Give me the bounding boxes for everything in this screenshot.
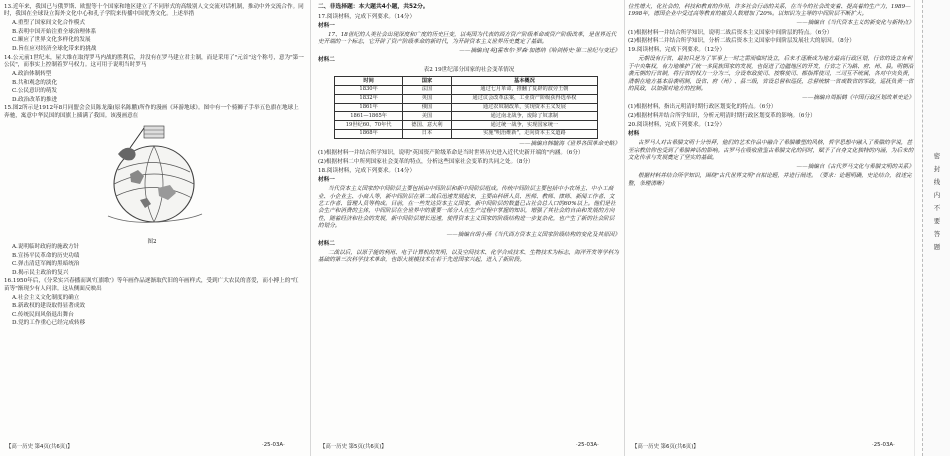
q19-stem: 19.阅读材料，完成下列要求。（12分） [628,47,726,54]
q17-material1-source: ——摘编自[英]霍布尔·罗森·加德纳《哈剑桥史·第二世纪与变迁》 [459,48,620,55]
footer-page-label: 【高一历史 第5页(共6页)】 [320,444,387,450]
q18-material1-text: 当代资本主义国家的中间阶层主要包括由中间阶层和新中间阶层组成。传统中间阶层主要包括中小农场主、中小工商业、小企业主、小商人等，新中间阶层在第二战后迅速发展起来，主要由科研人员、医师、教师、律师、新闻工作者、文艺工作者、管理人员等构成。目前，在一些发达资本主义国家，新中间阶层的数量已占社会总人口的60%以上。他们是社会生产和消费的主体，中间阶层在全世界中的重要一部分人在生产过程中掌握的知识，增强了其社会的自由和发展的方向性，随着经济和社会的发展，新中间阶层增长迅速，使得资本主义国家的阶级结构进一步复杂化，也产生了新的社会阶层的划分。 [318,186,616,230]
table-header: 时间 [335,77,403,86]
section-title: 二、非选择题：本大题共4小题，共52分。 [318,4,429,10]
table-row: 1861年 俄国 通过农奴制改革，实现资本主义发展 [335,103,598,112]
q13-option-d: D.旨在应对经济全球化带来的挑战 [12,46,97,53]
q18-material2-label: 材料二 [318,241,335,248]
q17-material1-label: 材料一 [318,23,335,30]
q14-option-d: D.政治改革的推进 [12,96,58,103]
q18-sub2: (2)根据材料二并结合所学知识，分析二战后资本主义国家中间阶层发展壮大的原因。（8分） [628,38,855,45]
reform-table [334,76,598,138]
column-divider [310,0,311,456]
q18-material1-source: ——摘编自胡小燕《当代西方资本主义国家阶级结构的变化及其原因》 [446,231,620,238]
q19-sub1: (1)根据材料，指出元明清时期行政区划变化的特点。（6分） [628,104,777,111]
column-divider [624,0,625,456]
q14-stem: 14.公元前1世纪末，屋大维在取得罗马内战的胜利后，并没有在罗马建立君主制，而是采用了"元首"这个称号，意为"第一公民"，而事实上控制着罗马权力。这可用于说明当时罗马 [4,54,304,68]
q20-material-text: 古罗马人对古希腊文明十分崇拜，他们的艺术作品中融合了希腊雕塑的风格，哲学思想中融入了希腊的学说，甚至宗教信仰也受到了希腊神话的影响。古罗马在吸收借鉴古希腊文化的同时，赋予了自身文化独特的内涵，为后来的文化传承与发展奠定了坚实的基础。 [628,140,914,161]
q19-material-source: ——摘编自周振鹤《中国行政区划改革史论》 [802,94,914,101]
q20-material-source: ——摘编自《古代罗马文化与希腊文明的关系》 [796,163,914,170]
table-caption: 表2 19世纪部分国家的社会变革情况 [423,66,515,73]
q17-stem: 17.阅读材料，完成下列要求。（14分） [318,13,416,20]
q14-option-b: B.共和观念的淡化 [12,79,58,86]
q17-sub2: (2)根据材料二中所列国家社会变革的特点，分析这些国家社会变革的共同之处。（8分） [318,158,534,165]
binding-margin-text: 密 封 线 内 不 要 答 题 [933,152,941,251]
page-4-column [4,4,304,329]
q20-task: 根据材料并结合所学知识，围绕"古代世界文明"自拟论题，并进行阐述。（要求：论题明确，史论结合，叙述完整，条理清晰） [628,173,912,187]
q19-sub2: (2)根据材料并结合所学知识，分析元明清时期行政区划变革的影响。（6分） [628,113,816,120]
binding-guide-line [914,0,915,456]
q19-material-text: 元朝设有行省，最初只是为了军事上一时之需而临时设立，后来才逐渐成为地方最高行政区划，行省的设立有利于中央集权，有力地维护了统一多民族国家的发展，也促进了边疆地区的开发，行省之下为路、府、州、县。明朝沿袭元朝的行省制，将行省的权力一分为三，分设布政使司、按察使司、都指挥使司，三司互不统属，各对中央负责，清朝在地方基本沿袭明制，设省、府（州）、县三级，省设总督和巡抚，总督统辖一省或数省的军政，巡抚负责一省的民政，以加强对地方的控制。 [628,56,914,92]
table-row: 1832年 英国 通过议会改革法案，工业资产阶级获得选举权 [335,94,598,103]
q16-stem: 16.1950年后，《分采实兴春播而讽'红旗歌'》等年画作品逐渐取代旧的年画样式，受到广大农民的喜爱，而小搏上的"红苗等"渐现少有人问津。这从侧面反映出 [4,278,299,292]
binding-margin [922,0,950,456]
q13-option-c: C.顺应了世界文化多样化的发展 [12,37,91,44]
footer-page-label: 【高一历史 第4页(共6页)】 [6,444,73,450]
q17-material1-text: 17、18世纪的人类社会出现深度和广度的历史巨变，以英国为代表的西方资产阶级革命或资产阶级改革，是世界近代史开端的一个标志，它开辟了资产阶级革命的新时代，为开辟资本主义世界历史奠定了基础。 [318,31,617,46]
q18-material2-continued: 位性增大，化社会的，科技和教育的作用，许多社会行动的关系，在当今的社会改变着、提高着的生产力，1989—1998年，德国企业中受过高等教育的雇员人数增加了20%。以知识为主导的中间阶层不断扩大。 [628,4,911,18]
q18-sub1: (1)根据材料一并结合所学知识，说明二战后资本主义国家中间阶层的特点。（6分） [628,29,833,36]
page-6-column [628,4,914,189]
q18-material2-source: ——摘编自《当代资本主义的新变化与新特点》 [796,20,914,27]
table-row: 1868年 日本 实施"明治维新"，走向资本主义道路 [335,129,598,138]
q15-option-b: B.宣扬平民革命的历史功绩 [12,252,80,259]
figure-2-label: 图2 [147,239,157,246]
q15-stem: 15.图2所示是1912年8月同盟会会员陈龙藻(原名陈鹏)所作的漫画《环游地球》。图中有一个骑狮子手举五色旗在地球上奔驰，寓意中华民国的国旗上插满了我国。该漫画意在 [4,105,299,119]
q13-option-b: B.表明中国开始注重全球治理体系 [12,28,97,35]
q20-material-label: 材料 [628,131,640,138]
cartoon-figure [92,124,212,246]
q16-option-c: C.传统民间风俗退出舞台 [12,311,74,318]
q20-stem: 20.阅读材料，完成下列要求。（12分） [628,122,726,128]
q16-option-b: B.新政权的建设取得显著成效 [12,303,86,310]
q15-option-a: A.说明临时政府的施政方针 [12,243,80,250]
q17-sub1: (1)根据材料一并结合所学知识，说明"英国资产阶级革命是当时世界历史进入近代史新开端的"内涵。（6分） [318,150,584,156]
table-row: 19世纪60、70年代 德国、意大利 通过统一战争，实现国家统一 [335,121,598,130]
footer-code: ·25-03A· [872,442,895,448]
table-header: 基本概况 [451,77,597,86]
table-row: 1861—1865年 美国 通过南北战争，废除了奴隶制 [335,112,598,121]
table-header: 国家 [403,77,452,86]
q13-option-a: A.重塑了国家间文化合作模式 [12,20,85,27]
q16-option-d: D.党的工作重心已经完成转移 [12,320,86,327]
q18-stem: 18.阅读材料，完成下列要求。（14分） [318,167,416,174]
q15-option-d: D.揭示民主政治的复兴 [12,269,69,276]
globe-cartoon-illustration [92,124,212,234]
footer-page-label: 【高一历史 第6页(共6页)】 [632,444,699,450]
q15-option-c: C.弹击清廷军阀的黑暗统治 [12,261,80,268]
q18-material2-text: 二战以后，以原子能的利用、电子计算机的发明，以及空间技术、化学合成技术、生物技术为标志，海洋开发等学科为基础的第三次科学技术革命，也即大规模技术在若干先进国家兴起，进入了新阶段。 [318,250,619,264]
footer-code: ·25-03A· [576,442,599,448]
q13-stem: 13.近年来，我国已与俄罗斯、欧盟等十个国家和地区建立了不同形式的高级别人文交流对话机制，推动中外交流合作。同时，我国在全球设立海外文化中心和孔子学院来传播中国优秀文化。上述举措 [4,4,304,18]
q14-option-a: A.政治体制转型 [12,70,52,77]
q16-option-a: A.社会主义文化制度的确立 [12,294,80,301]
q18-material1-label: 材料一 [318,177,335,184]
table-source: ——摘编自韩毓海《世界各国革命史略》 [519,140,620,147]
table-row: 1830年 法国 通过七月革命，推翻了复辟的波旁王朝 [335,85,598,94]
q17-material2-label: 材料二 [318,57,335,64]
q14-option-c: C.公民意识的萌发 [12,88,58,95]
footer-code: ·25-03A· [262,442,285,448]
page-5-column [318,4,620,266]
